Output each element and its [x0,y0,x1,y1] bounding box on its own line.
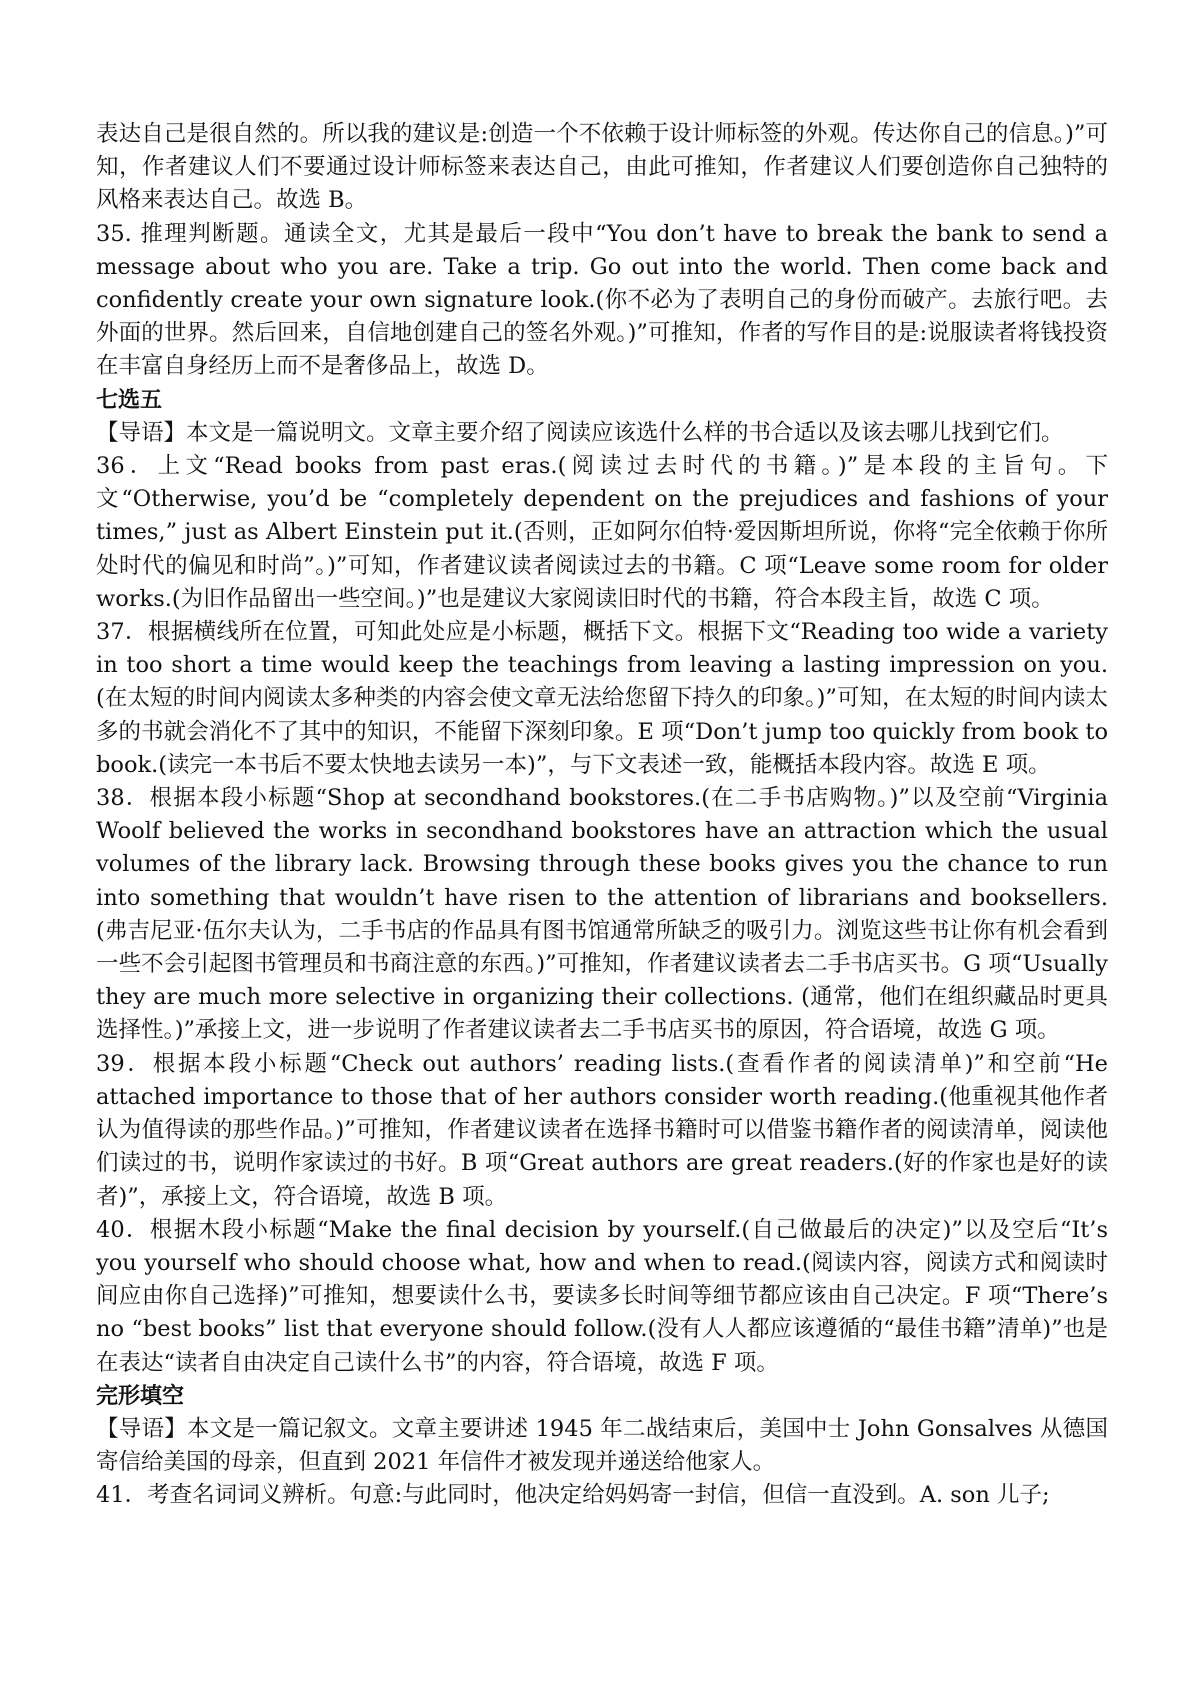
answer-35: 35. 推理判断题。通读全文，尤其是最后一段中“You don’t have to break the bank to send a message about who you are. Take a trip. Go out into the world. Then come back and confidently create your own signature look.(你不必为了表明自己的身份而破产。去旅行吧。去外面的世界。然后回来，自信地创建自己的签名外观。)”可推知，作者的写作目的是:说服读者将钱投资在丰富自身经历上而不是奢侈品上，故选 D。 [96,220,1108,380]
answer-40: 40．根据木段小标题“Make the final decision by yourself.(自己做最后的决定)”以及空后“It’s you yourself who should choose what, how and when to read.(阅读内容，阅读方式和阅读时间应由你自己选择)”可推知，想要读什么书，要读多长时间等细节都应该由自己决定。F 项“There’s no “best books” list that everyone should follow.(没有人人都应该遵循的“最佳书籍”清单)”也是在表达“读者自由决定自己读什么书”的内容，符合语境，故选 F 项。 [96,1216,1108,1376]
answer-36: 36．上文“Read books from past eras.(阅读过去时代的书籍。)”是本段的主旨句。下文“Otherwise, you’d be “completely dependent on the prejudices and fashions of your times,” just as Albert Einstein put it.(否则，正如阿尔伯特·爱因斯坦所说，你将“完全依赖于你所处时代的偏见和时尚”。)”可知，作者建议读者阅读过去的书籍。C 项“Leave some room for older works.(为旧作品留出一些空间。)”也是建议大家阅读旧时代的书籍，符合本段主旨，故选 C 项。 [96,453,1108,612]
section-heading-seven-choose-five: 七选五 [96,387,163,413]
answer-34-continuation: 表达自己是很自然的。所以我的建议是:创造一个不依赖于设计师标签的外观。传达你自己的信息。)”可知，作者建议人们不要通过设计师标签来表达自己，由此可推知，作者建议人们要创造你自己独特的风格来表达自己。故选 B。 [96,121,1108,214]
answer-41: 41．考查名词词义辨析。句意:与此同时，他决定给妈妈寄一封信，但信一直没到。A. son 儿子; [96,1482,1050,1509]
section-intro-seven-choose-five: 【导语】本文是一篇说明文。文章主要介绍了阅读应该选什么样的书合适以及该去哪儿找到它们。 [96,419,1064,446]
answer-37: 37．根据横线所在位置，可知此处应是小标题，概括下文。根据下文“Reading too wide a variety in too short a time would keep the teachings from leaving a lasting impression on you.(在太短的时间内阅读太多种类的内容会使文章无法给您留下持久的印象。)”可知，在太短的时间内读太多的书就会消化不了其中的知识，不能留下深刻印象。E 项“Don’t jump too quickly from book to book.(读完一本书后不要太快地去读另一本)”，与下文表述一致，能概括本段内容。故选 E 项。 [96,619,1108,778]
answer-key-page [96,118,1108,1513]
section-intro-cloze: 【导语】本文是一篇记叙文。文章主要讲述 1945 年二战结束后，美国中士 John Gonsalves 从德国寄信给美国的母亲，但直到 2021 年信件才被发现并递送给他家人。 [96,1415,1108,1476]
section-heading-cloze: 完形填空 [96,1383,185,1409]
answer-38: 38．根据本段小标题“Shop at secondhand bookstores.(在二手书店购物。)”以及空前“Virginia Woolf believed the works in secondhand bookstores have an attraction which the usual volumes of the library lack. Browsing through these books gives you the chance to run into something that wouldn’t have risen to the attention of librarians and booksellers.(弗吉尼亚·伍尔夫认为，二手书店的作品具有图书馆通常所缺乏的吸引力。浏览这些书让你有机会看到一些不会引起图书管理员和书商注意的东西。)”可推知，作者建议读者去二手书店买书。G 项“Usually they are much more selective in organizing their collections. (通常，他们在组织藏品时更具选择性。)”承接上文，进一步说明了作者建议读者去二手书店买书的原因，符合语境，故选 G 项。 [96,785,1108,1044]
answer-39: 39．根据本段小标题“Check out authors’ reading lists.(查看作者的阅读清单)”和空前“He attached importance to those that of her authors consider worth reading.(他重视其他作者认为值得读的那些作品。)”可推知，作者建议读者在选择书籍时可以借鉴书籍作者的阅读清单，阅读他们读过的书，说明作家读过的书好。B 项“Great authors are great readers.(好的作家也是好的读者)”，承接上文，符合语境，故选 B 项。 [96,1050,1108,1210]
